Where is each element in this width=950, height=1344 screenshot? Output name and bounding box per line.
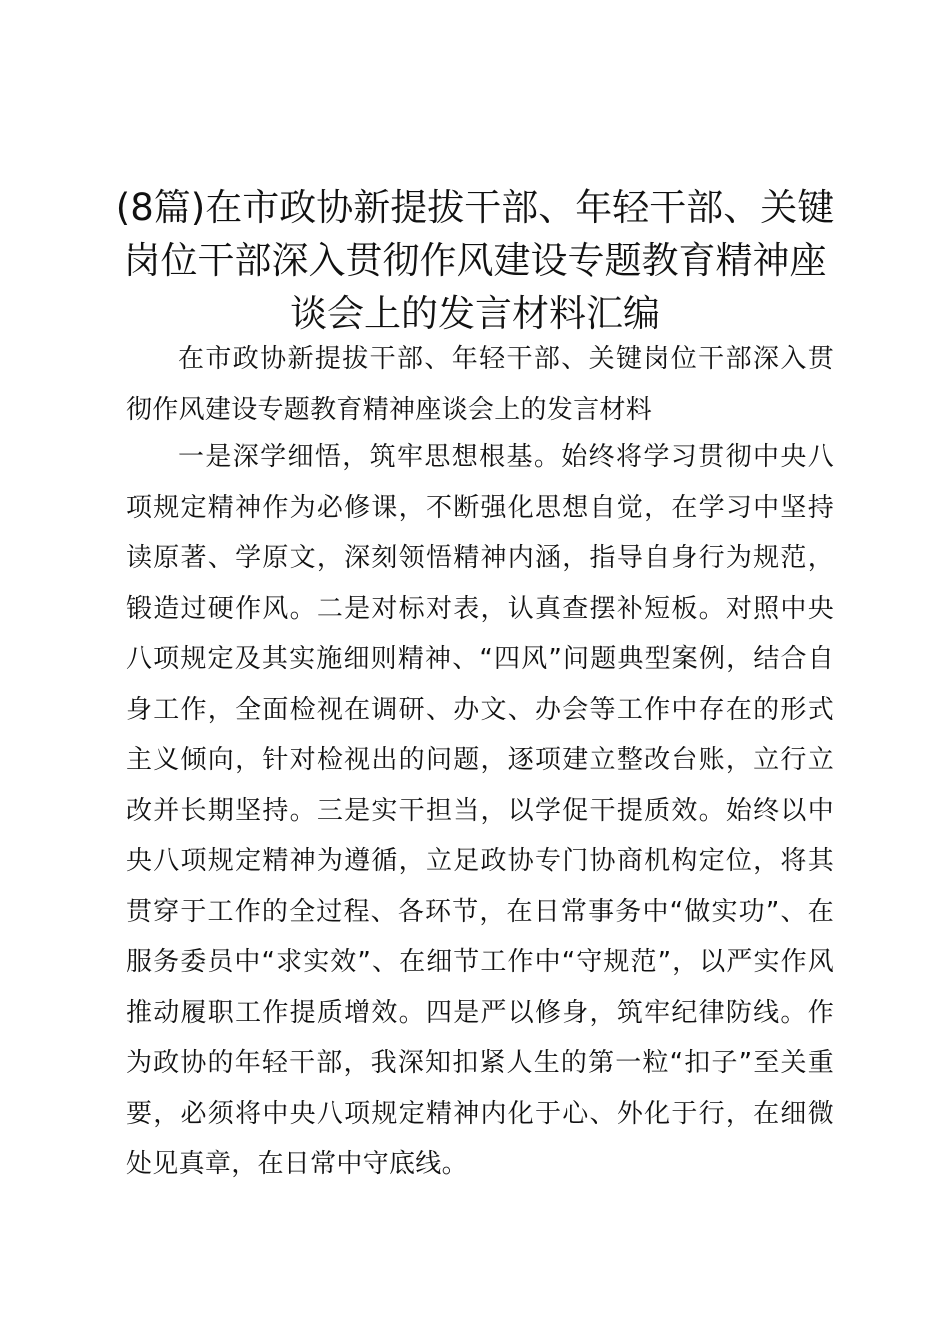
document-title: (8篇)在市政协新提拔干部、年轻干部、关键岗位干部深入贯彻作风建设专题教育精神座谈会上的发言材料汇编 [115, 186, 835, 335]
body-paragraph: 一是深学细悟，筑牢思想根基。始终将学习贯彻中央八项规定精神作为必修课，不断强化思想自觉，在学习中坚持读原著、学原文，深刻领悟精神内涵，指导自身行为规范，锻造过硬作风。二是对标对表，认真查摆补短板。对照中央八项规定及其实施细则精神、“四风”问题典型案例，结合自身工作，全面检视在调研、办文、办会等工作中存在的形式主义倾向，针对检视出的问题，逐项建立整改台账，立行立改并长期坚持。三是实干担当，以学促干提质效。始终以中央八项规定精神为遵循，立足政协专门协商机构定位，将其贯穿于工作的全过程、各环节，在日常事务中“做实功”、在服务委员中“求实效”、在细节工作中“守规范”，以严实作风推动履职工作提质增效。四是严以修身，筑牢纪律防线。作为政协的年轻干部，我深知扣紧人生的第一粒“扣子”至关重要，必须将中央八项规定精神内化于心、外化于行，在细微处见真章，在日常中守底线。 [126, 442, 834, 1179]
document-subtitle: 在市政协新提拔干部、年轻干部、关键岗位干部深入贯彻作风建设专题教育精神座谈会上的发言材料 [126, 344, 834, 425]
